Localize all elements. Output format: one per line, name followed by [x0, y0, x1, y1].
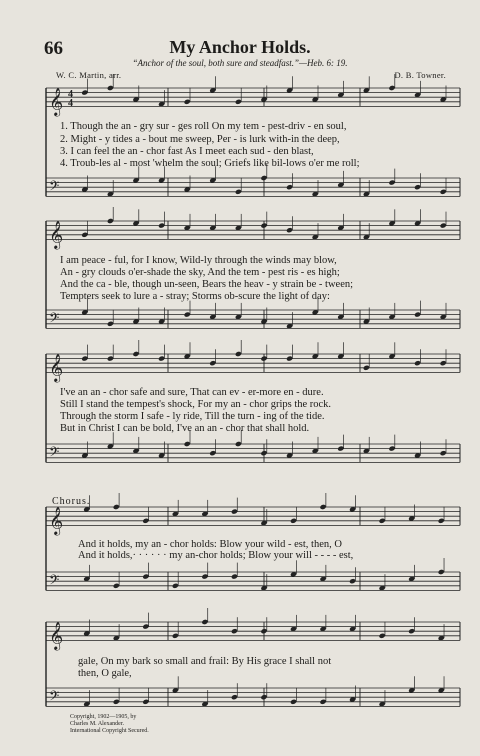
- lyric-line: I am peace - ful, for I know, Wild-ly through the winds may blow,: [60, 255, 337, 266]
- epigraph: “Anchor of the soul, both sure and steadfast.”—Heb. 6: 19.: [132, 58, 348, 68]
- lyric-line: Through the storm I safe - ly ride, Till the turn - ing of the tide.: [60, 411, 325, 422]
- lyric-line: And it holds,· · · · · · my an-chor holds; Blow your will - - - - est,: [78, 550, 354, 561]
- lyric-line: An - gry clouds o'er-shade the sky, And the tem - pest ris - es high;: [60, 267, 340, 278]
- lyric-line: I've an an - chor safe and sure, That can ev - er-more en - dure.: [60, 387, 324, 398]
- lyric-line: 2. Might - y tides a - bout me sweep, Per - is lurk with-in the deep,: [60, 134, 340, 145]
- lyric-line: 3. I can feel the an - chor fast As I meet each sud - den blast,: [60, 146, 314, 157]
- treble-clef-icon: 𝄞: [49, 506, 64, 535]
- lyric-line: And the ca - ble, though un-seen, Bears the heav - y strain be - tween;: [60, 279, 354, 290]
- lyric-line: 1. Though the an - gry sur - ges roll On my tem - pest-driv - en soul,: [60, 121, 347, 132]
- copyright-notice: [70, 714, 149, 735]
- lyric-line: And it holds, my an - chor holds: Blow your wild - est, then, O: [78, 539, 342, 550]
- bass-clef-icon: 𝄢: [49, 309, 60, 329]
- bass-clef-icon: 𝄢: [49, 177, 60, 197]
- composer-credit: D. B. Towner.: [394, 70, 446, 80]
- time-signature: 4: [68, 89, 73, 100]
- copyright-line: Copyright, 1902—1905, by: [70, 714, 137, 720]
- hymn-title: My Anchor Holds.: [169, 37, 311, 57]
- lyric-line: gale, On my bark so small and frail: By His grace I shall not: [78, 656, 332, 667]
- lyric-line: then, O gale,: [78, 668, 132, 679]
- copyright-line: International Copyright Secured.: [70, 728, 149, 734]
- chorus-label: Chorus.: [52, 496, 91, 507]
- bass-clef-icon: 𝄢: [49, 443, 60, 463]
- bass-clef-icon: 𝄢: [49, 687, 60, 707]
- treble-clef-icon: 𝄞: [49, 353, 64, 382]
- copyright-line: Charles M. Alexander.: [70, 721, 124, 727]
- treble-clef-icon: 𝄞: [49, 621, 64, 650]
- lyric-line: But in Christ I can be bold, I've an an - chor that shall hold.: [60, 423, 310, 434]
- time-signature: 4: [68, 98, 73, 109]
- lyric-line: 4. Troub-les al - most 'whelm the soul; Griefs like bil-lows o'er me roll;: [60, 158, 360, 169]
- page-number: 66: [44, 38, 63, 59]
- lyric-line: Tempters seek to lure a - stray; Storms ob-scure the light of day:: [60, 291, 330, 302]
- bass-clef-icon: 𝄢: [49, 571, 60, 591]
- arranger-credit: W. C. Martin, arr.: [56, 70, 122, 80]
- lyric-line: Still I stand the tempest's shock, For my an - chor grips the rock.: [60, 399, 332, 410]
- treble-clef-icon: 𝄞: [49, 220, 64, 249]
- treble-clef-icon: 𝄞: [49, 87, 64, 116]
